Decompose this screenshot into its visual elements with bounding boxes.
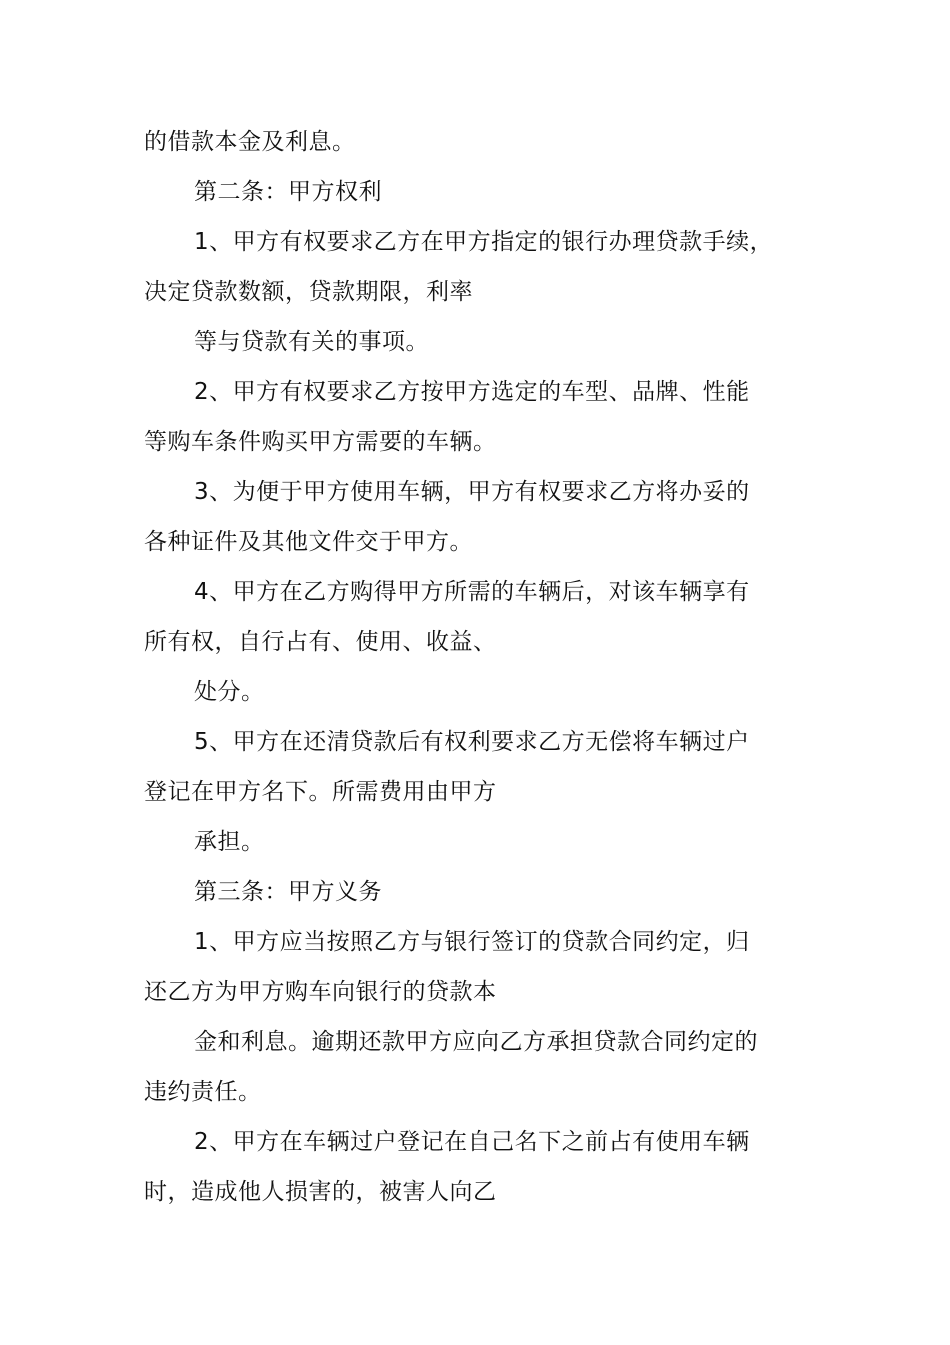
text-line: 登记在甲方名下。所需费用由甲方: [144, 779, 497, 805]
section-heading: 第三条：甲方义务: [194, 879, 382, 905]
text-line: 时，造成他人损害的，被害人向乙: [144, 1179, 497, 1205]
text-line: 承担。: [194, 829, 265, 855]
text-line: 5、甲方在还清贷款后有权利要求乙方无偿将车辆过户: [194, 729, 750, 755]
text-line: 金和利息。逾期还款甲方应向乙方承担贷款合同约定的: [194, 1029, 758, 1055]
text-line: 各种证件及其他文件交于甲方。: [144, 529, 473, 555]
text-line: 决定贷款数额，贷款期限，利率: [144, 279, 473, 305]
text-line: 的借款本金及利息。: [144, 129, 356, 155]
text-line: 4、甲方在乙方购得甲方所需的车辆后，对该车辆享有: [194, 579, 750, 605]
text-line: 2、甲方有权要求乙方按甲方选定的车型、品牌、性能: [194, 379, 750, 405]
text-line: 3、为便于甲方使用车辆，甲方有权要求乙方将办妥的: [194, 479, 750, 505]
text-line: 等购车条件购买甲方需要的车辆。: [144, 429, 497, 455]
text-line: 违约责任。: [144, 1079, 262, 1105]
text-line: 1、甲方有权要求乙方在甲方指定的银行办理贷款手续，: [194, 229, 774, 255]
text-line: 1、甲方应当按照乙方与银行签订的贷款合同约定，归: [194, 929, 750, 955]
text-line: 还乙方为甲方购车向银行的贷款本: [144, 979, 497, 1005]
text-line: 处分。: [194, 679, 265, 705]
text-line: 所有权，自行占有、使用、收益、: [144, 629, 497, 655]
section-heading: 第二条：甲方权利: [194, 179, 382, 205]
text-line: 等与贷款有关的事项。: [194, 329, 429, 355]
text-line: 2、甲方在车辆过户登记在自己名下之前占有使用车辆: [194, 1129, 750, 1155]
